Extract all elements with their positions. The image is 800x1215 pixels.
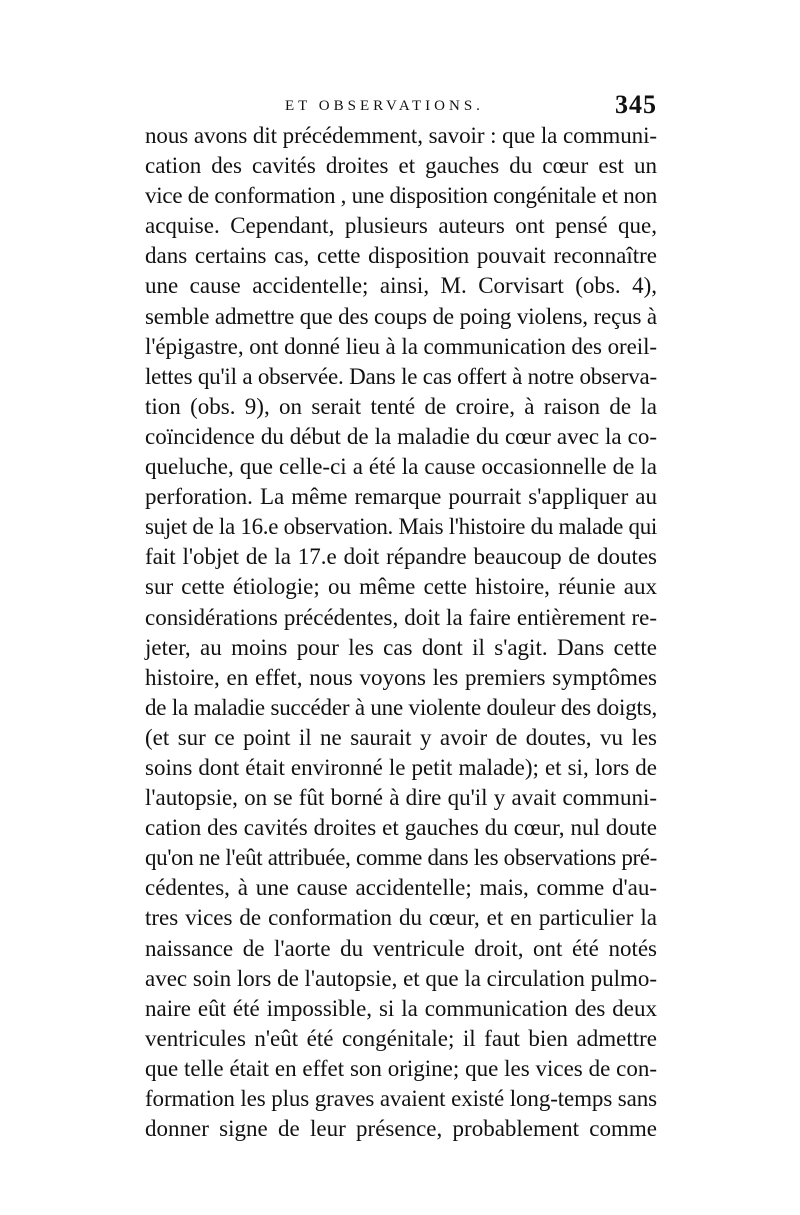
text-line: naire eût été impossible, si la communication des deux <box>145 995 657 1021</box>
text-line: sujet de la 16.e observation. Mais l'histoire du malade qui <box>145 514 658 540</box>
body-text <box>145 121 657 1144</box>
text-line: soins dont était environné le petit malade); et si, lors de <box>145 754 657 780</box>
text-line: l'épigastre, ont donné lieu à la communication des oreil- <box>145 333 657 359</box>
text-line: qu'on ne l'eût attribuée, comme dans les observations pré- <box>145 845 658 871</box>
page-number: 345 <box>615 90 657 119</box>
text-line: (et sur ce point il ne saurait y avoir de doutes, vu les <box>145 724 657 750</box>
running-head <box>145 88 657 122</box>
text-line: perforation. La même remarque pourrait s'appliquer au <box>145 484 657 510</box>
text-line: que telle était en effet son origine; que les vices de con- <box>145 1055 657 1081</box>
text-line: considérations précédentes, doit la faire entièrement re- <box>145 604 657 630</box>
text-line: tres vices de conformation du cœur, et en particulier la <box>145 905 657 931</box>
text-line: formation les plus graves avaient existé long-temps sans <box>145 1086 657 1111</box>
text-line: tion (obs. 9), on serait tenté de croire, à raison de la <box>145 393 657 419</box>
text-line: cédentes, à une cause accidentelle; mais, comme d'au- <box>145 875 657 901</box>
text-line: donner signe de leur présence, probablement comme <box>145 1116 657 1142</box>
text-line: jeter, au moins pour les cas dont il s'agit. Dans cette <box>145 634 657 660</box>
text-line: acquise. Cependant, plusieurs auteurs ont pensé que, <box>145 213 657 239</box>
text-line: dans certains cas, cette disposition pouvait reconnaître <box>145 243 657 269</box>
text-line: naissance de l'aorte du ventricule droit, ont été notés <box>145 935 657 961</box>
text-line: l'autopsie, on se fût borné à dire qu'il y avait communi- <box>145 785 657 811</box>
text-line: queluche, que celle-ci a été la cause occasionnelle de la <box>145 454 657 480</box>
text-line: cation des cavités droites et gauches du cœur est un <box>145 153 657 179</box>
text-line: de la maladie succéder à une violente douleur des doigts, <box>145 694 658 720</box>
text-line: sur cette étiologie; ou même cette histoire, réunie aux <box>145 574 657 600</box>
text-line: fait l'objet de la 17.e doit répandre beaucoup de doutes <box>145 544 657 570</box>
text-line: cation des cavités droites et gauches du cœur, nul doute <box>145 815 657 841</box>
text-line: vice de conformation , une disposition congénitale et non <box>145 183 658 209</box>
text-line: semble admettre que des coups de poing violens, reçus à <box>145 303 657 329</box>
text-line: histoire, en effet, nous voyons les premiers symptômes <box>145 664 657 690</box>
text-line: coïncidence du début de la maladie du cœur avec la co- <box>145 423 657 449</box>
text-line: ventricules n'eût été congénitale; il faut bien admettre <box>145 1025 657 1051</box>
running-title: ET OBSERVATIONS. <box>285 98 484 114</box>
text-line: nous avons dit précédemment, savoir : que la communi- <box>145 123 658 148</box>
text-line: avec soin lors de l'autopsie, et que la circulation pulmo- <box>145 965 657 991</box>
text-line: lettes qu'il a observée. Dans le cas offert à notre observa- <box>145 363 657 389</box>
text-line: une cause accidentelle; ainsi, M. Corvisart (obs. 4), <box>145 273 657 299</box>
